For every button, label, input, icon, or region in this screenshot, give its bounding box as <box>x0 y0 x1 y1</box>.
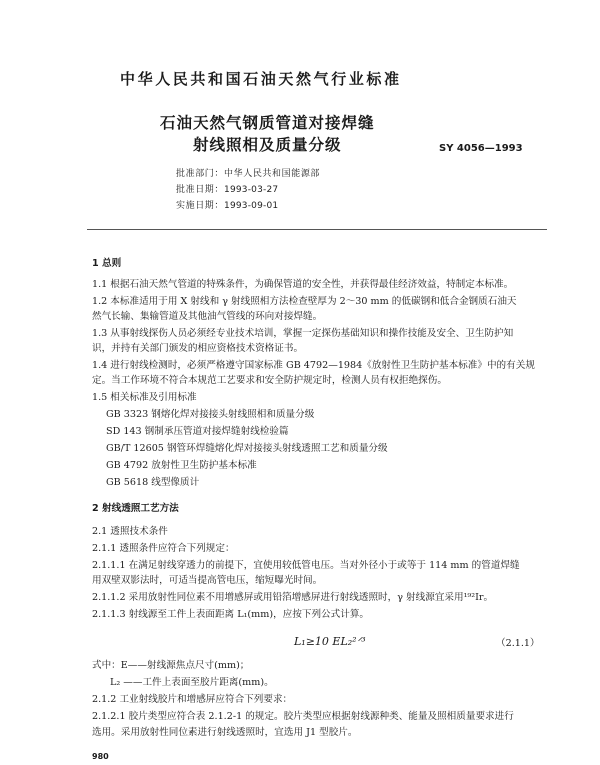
formula-where-line1: 式中：E——射线源焦点尺寸(mm)； <box>92 660 250 671</box>
reference-item: GB/T 12605 钢管环焊缝熔化焊对接接头射线透照工艺和质量分级 <box>106 443 388 454</box>
industry-standard-heading: 中华人民共和国石油天然气行业标准 <box>120 70 402 88</box>
approval-date-value: 1993-03-27 <box>224 185 279 195</box>
clause-2-1-2: 2.1.2 工业射线胶片和增感屏应符合下列要求： <box>92 694 293 705</box>
clause-1-2-line2: 然气长输、集输管道及其他油气管线的环向对接焊缝。 <box>92 311 323 322</box>
reference-item: SD 143 钢制承压管道对接焊缝射线检验篇 <box>106 426 289 437</box>
effective-date-label: 实施日期： <box>176 201 225 211</box>
clause-1-4-line2: 定。当工作环境不符合本规范工艺要求和安全防护规定时，检测人员有权拒绝探伤。 <box>92 375 447 386</box>
clause-1-3-line1: 1.3 从事射线探伤人员必须经专业技术培训，掌握一定探伤基础知识和操作技能及安全、卫生防护知 <box>92 328 514 339</box>
document-title-line2: 射线照相及质量分级 <box>193 136 342 154</box>
approval-date-line <box>176 182 278 195</box>
clause-2-1-1: 2.1.1 透照条件应符合下列规定： <box>92 543 235 554</box>
formula-number: （2.1.1） <box>496 638 540 649</box>
approval-date-label: 批准日期： <box>176 185 225 195</box>
standard-number: SY 4056—1993 <box>439 143 523 154</box>
clause-2-1-1-1-line2: 用双壁双影法时，可适当提高管电压，缩短曝光时间。 <box>92 575 323 586</box>
approver-label: 批准部门： <box>176 169 225 179</box>
reference-item: GB 4792 放射性卫生防护基本标准 <box>106 460 257 471</box>
section-2-heading: 2 射线透照工艺方法 <box>92 503 179 514</box>
document-title-line1: 石油天然气钢质管道对接焊缝 <box>160 114 375 132</box>
approver-line <box>176 166 320 179</box>
clause-1-5: 1.5 相关标准及引用标准 <box>92 392 197 403</box>
clause-2-1-1-1-line1: 2.1.1.1 在满足射线穿透力的前提下，宜使用较低管电压。当对外径小于或等于 114 mm 的管道焊缝 <box>92 560 520 571</box>
reference-item: GB 3323 钢熔化焊对接接头射线照相和质量分级 <box>106 409 315 420</box>
section-1-heading: 1 总则 <box>92 258 122 269</box>
formula-2-1-1: L₁≥10 EL₂²ᐟ³ <box>294 635 366 648</box>
page-number: 980 <box>92 752 109 761</box>
effective-date-line <box>176 198 278 211</box>
clause-1-3-line2: 识，并持有关部门颁发的相应资格技术资格证书。 <box>92 343 304 354</box>
clause-1-1: 1.1 根据石油天然气管道的特殊条件，为确保管道的安全性，并获得最佳经济效益，特制定本标准。 <box>92 279 514 290</box>
effective-date-value: 1993-09-01 <box>224 201 279 211</box>
clause-2-1-1-3: 2.1.1.3 射线源至工件上表面距离 L₁(mm)，应按下列公式计算。 <box>92 609 370 620</box>
reference-item: GB 5618 线型像质计 <box>106 477 200 488</box>
clause-1-2-line1: 1.2 本标准适用于用 X 射线和 γ 射线照相方法检查壁厚为 2～30 mm 的低碳钢和低合金钢质石油天 <box>92 296 517 307</box>
clause-1-4-line1: 1.4 进行射线检测时，必须严格遵守国家标准 GB 4792—1984《放射性卫生防护基本标准》中的有关规 <box>92 360 535 371</box>
formula-where-line2: L₂ ——工件上表面至胶片距离(mm)。 <box>110 677 274 688</box>
clause-2-1-1-2: 2.1.1.2 采用放射性同位素不用增感屏或用铅箔增感屏进行射线透照时，γ 射线源宜采用¹⁹²Ir。 <box>92 592 494 603</box>
clause-2-1-2-1-line1: 2.1.2.1 胶片类型应符合表 2.1.2-1 的规定。胶片类型应根据射线源种类、能量及照相质量要求进行 <box>92 711 514 722</box>
header-divider <box>87 229 547 230</box>
approver-value: 中华人民共和国能源部 <box>224 169 321 179</box>
clause-2-1-2-1-line2: 选用。采用放射性同位素进行射线透照时，宜选用 J1 型胶片。 <box>92 727 358 738</box>
clause-2-1: 2.1 透照技术条件 <box>92 526 168 537</box>
